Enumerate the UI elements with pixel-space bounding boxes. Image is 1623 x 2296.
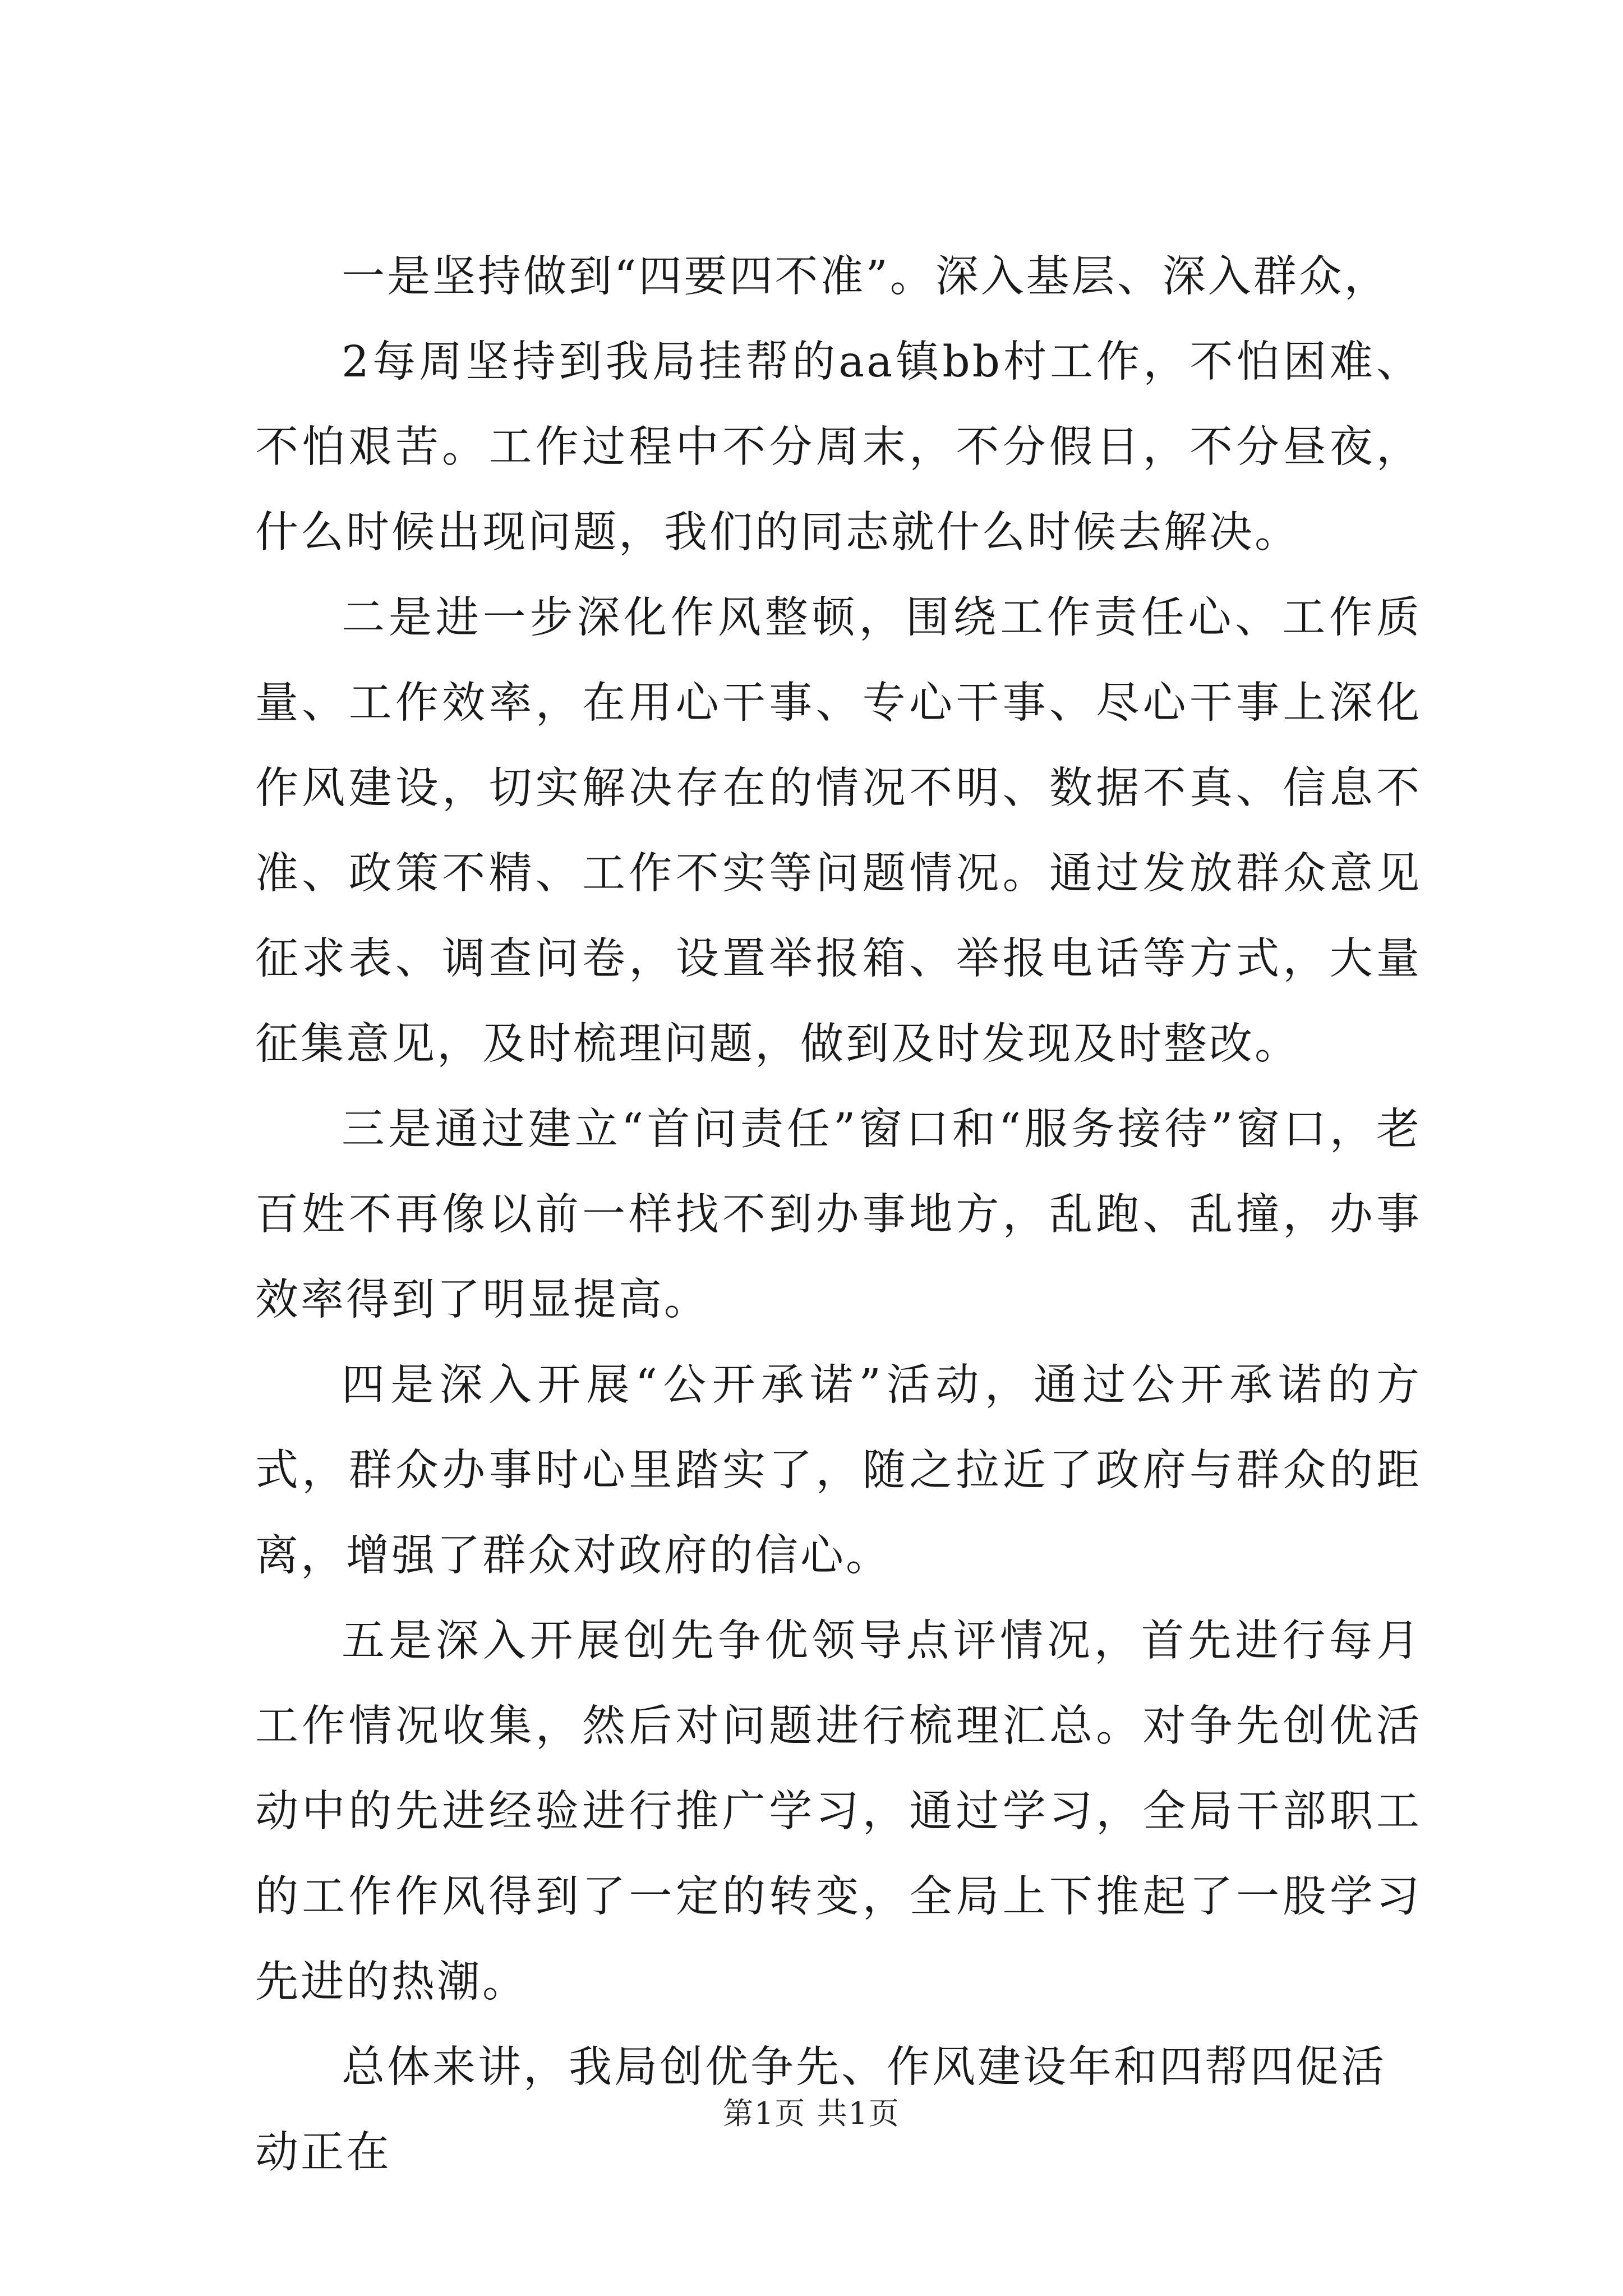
paragraph-3: 二是进一步深化作风整顿，围绕工作责任心、工作质量、工作效率，在用心干事、专心干事、尽心干事上深化作风建设，切实解决存在的情况不明、数据不真、信息不准、政策不精、工作不实等问题情况。通过发放群众意见征求表、调查问卷，设置举报箱、举报电话等方式，大量征集意见，及时梳理问题，做到及时发现及时整改。 xyxy=(255,593,1422,1069)
paragraph-4: 三是通过建立“首问责任”窗口和“服务接待”窗口，老百姓不再像以前一样找不到办事地方，乱跑、乱撞，办事效率得到了明显提高。 xyxy=(255,1105,1422,1325)
paragraph-5: 四是深入开展“公开承诺”活动，通过公开承诺的方式，群众办事时心里踏实了，随之拉近了政府与群众的距离，增强了群众对政府的信心。 xyxy=(255,1360,1422,1581)
paragraph-1: 一是坚持做到“四要四不准”。深入基层、深入群众， xyxy=(342,252,1390,302)
paragraph-7: 总体来讲，我局创优争先、作风建设年和四帮四促活动正在 xyxy=(255,2042,1386,2178)
page-number-footer: 第1页 共1页 xyxy=(723,2096,900,2131)
paragraph-6: 五是深入开展创先争优领导点评情况，首先进行每月工作情况收集，然后对问题进行梳理汇总。对争先创优活动中的先进经验进行推广学习，通过学习，全局干部职工的工作作风得到了一定的转变，全局上下推起了一股学习先进的热潮。 xyxy=(255,1616,1422,2007)
document-body xyxy=(255,234,1422,2196)
paragraph-2: 2每周坚持到我局挂帮的aa镇bb村工作，不怕困难、不怕艰苦。工作过程中不分周末，不分假日，不分昼夜，什么时候出现问题，我们的同志就什么时候去解决。 xyxy=(255,337,1422,558)
